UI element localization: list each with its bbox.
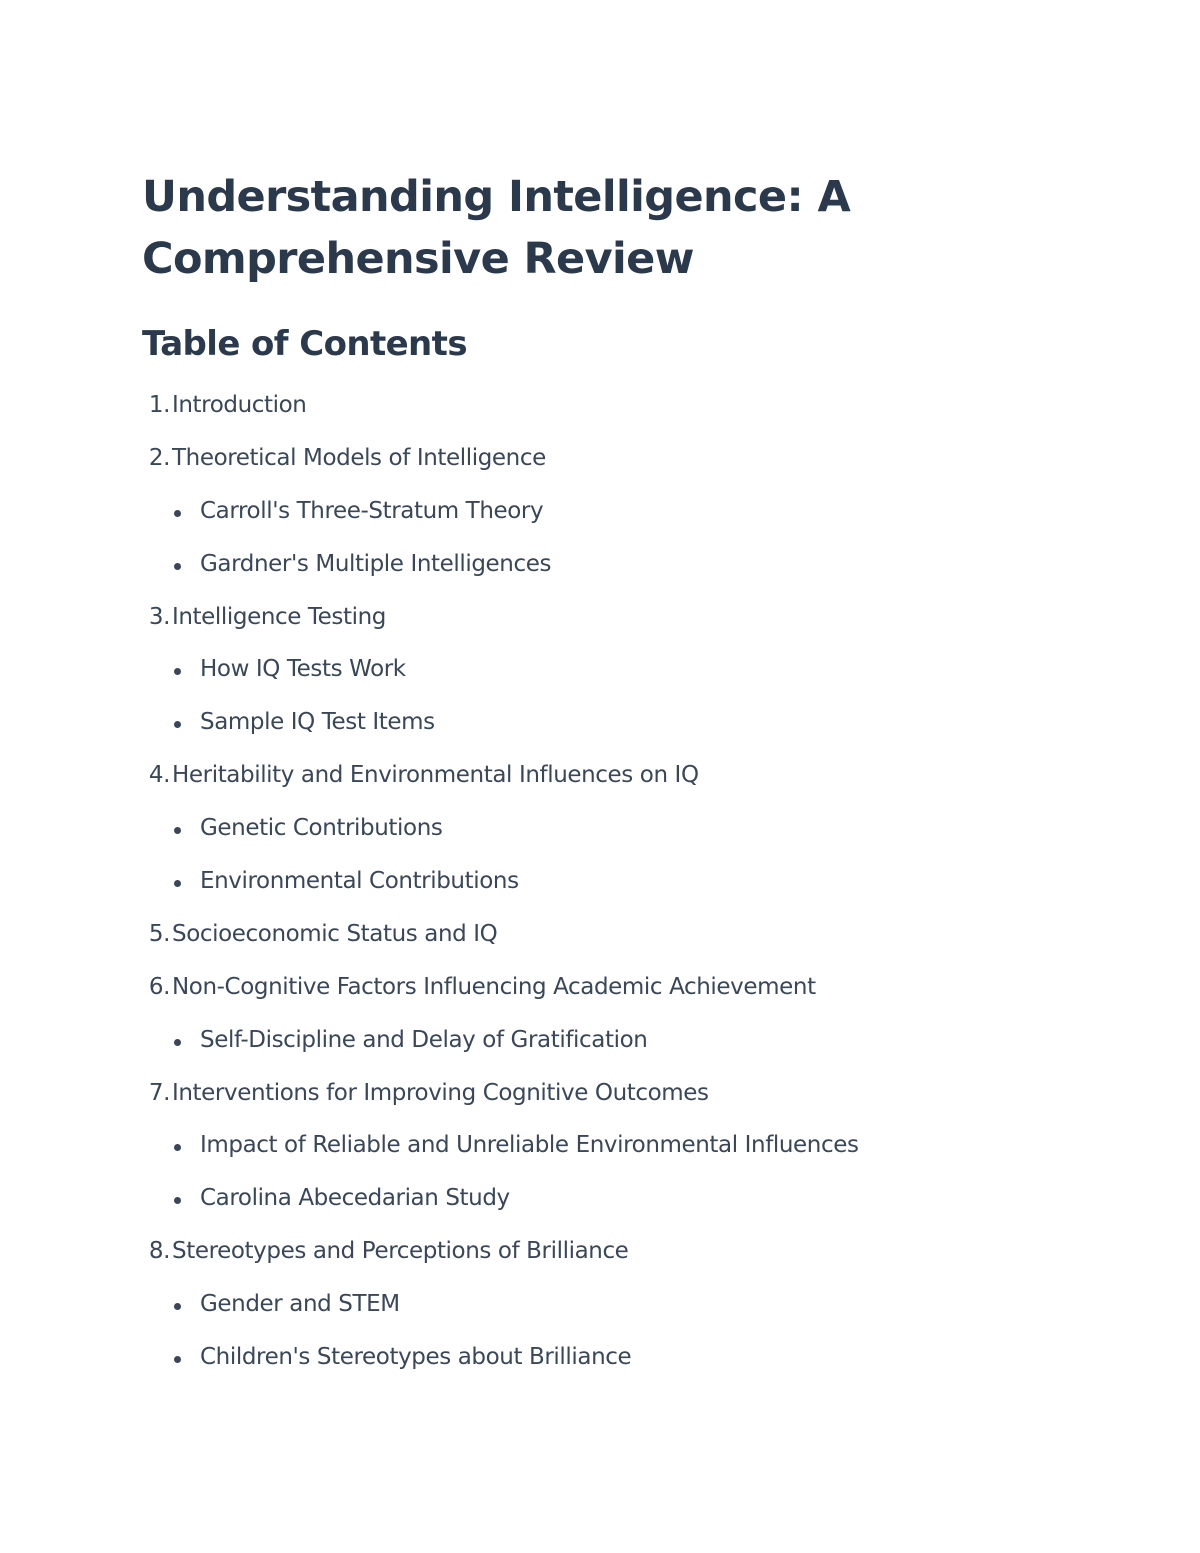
toc-item-number: 6.	[148, 973, 170, 1000]
toc-subitem[interactable]	[142, 709, 859, 735]
toc-item-label[interactable]: Socioeconomic Status and IQ	[172, 920, 498, 947]
toc-subitem[interactable]	[142, 1185, 859, 1211]
toc-item-label[interactable]: Stereotypes and Perceptions of Brilliance	[172, 1238, 629, 1265]
toc-subitem-label[interactable]: Sample IQ Test Items	[200, 709, 435, 736]
table-of-contents	[142, 392, 859, 1397]
toc-item-number: 5.	[148, 920, 170, 947]
toc-subitem[interactable]	[142, 1344, 859, 1370]
toc-heading: Table of Contents	[142, 324, 467, 364]
toc-item[interactable]	[142, 604, 859, 630]
toc-subitem-label[interactable]: How IQ Tests Work	[200, 656, 406, 683]
toc-item[interactable]	[142, 921, 859, 947]
toc-subitem-label[interactable]: Carroll's Three-Stratum Theory	[200, 497, 544, 524]
document-page	[142, 166, 1042, 1371]
toc-item[interactable]	[142, 1080, 859, 1106]
toc-subitem[interactable]	[142, 868, 859, 894]
toc-subitem[interactable]	[142, 498, 859, 524]
toc-item-number: 4.	[148, 762, 170, 789]
toc-subitem[interactable]	[142, 656, 859, 682]
toc-item-number: 1.	[148, 392, 170, 418]
toc-item-number: 2.	[148, 444, 170, 471]
toc-subitem-label[interactable]: Gender and STEM	[200, 1291, 400, 1318]
toc-item-number: 8.	[148, 1238, 170, 1265]
toc-subitem-label[interactable]: Environmental Contributions	[200, 868, 519, 895]
toc-subitem[interactable]	[142, 551, 859, 577]
toc-subitem-label[interactable]: Gardner's Multiple Intelligences	[200, 550, 552, 577]
toc-item[interactable]	[142, 1238, 859, 1264]
toc-item[interactable]	[142, 974, 859, 1000]
toc-item-number: 7.	[148, 1079, 170, 1106]
toc-subitem-label[interactable]: Self-Discipline and Delay of Gratification	[200, 1026, 648, 1053]
toc-item-label[interactable]: Introduction	[172, 392, 307, 418]
toc-subitem-label[interactable]: Carolina Abecedarian Study	[200, 1185, 510, 1212]
toc-item-label[interactable]: Intelligence Testing	[172, 603, 386, 630]
toc-subitem-label[interactable]: Children's Stereotypes about Brilliance	[200, 1344, 632, 1371]
document-title: Understanding Intelligence: A Comprehensive Review	[142, 172, 851, 284]
toc-item[interactable]	[142, 762, 859, 788]
toc-item[interactable]	[142, 445, 859, 471]
toc-subitem[interactable]	[142, 1291, 859, 1317]
toc-item-number: 3.	[148, 603, 170, 630]
toc-item-label[interactable]: Non-Cognitive Factors Influencing Academic Achievement	[172, 973, 816, 1000]
toc-subitem-label[interactable]: Impact of Reliable and Unreliable Environmental Influences	[200, 1132, 859, 1159]
toc-item-label[interactable]: Interventions for Improving Cognitive Outcomes	[172, 1079, 709, 1106]
toc-subitem[interactable]	[142, 1132, 859, 1158]
toc-subitem[interactable]	[142, 1027, 859, 1053]
toc-item-label[interactable]: Theoretical Models of Intelligence	[172, 444, 546, 471]
toc-item[interactable]	[142, 392, 859, 418]
toc-subitem-label[interactable]: Genetic Contributions	[200, 815, 443, 842]
toc-subitem[interactable]	[142, 815, 859, 841]
toc-item-label[interactable]: Heritability and Environmental Influences on IQ	[172, 762, 699, 789]
